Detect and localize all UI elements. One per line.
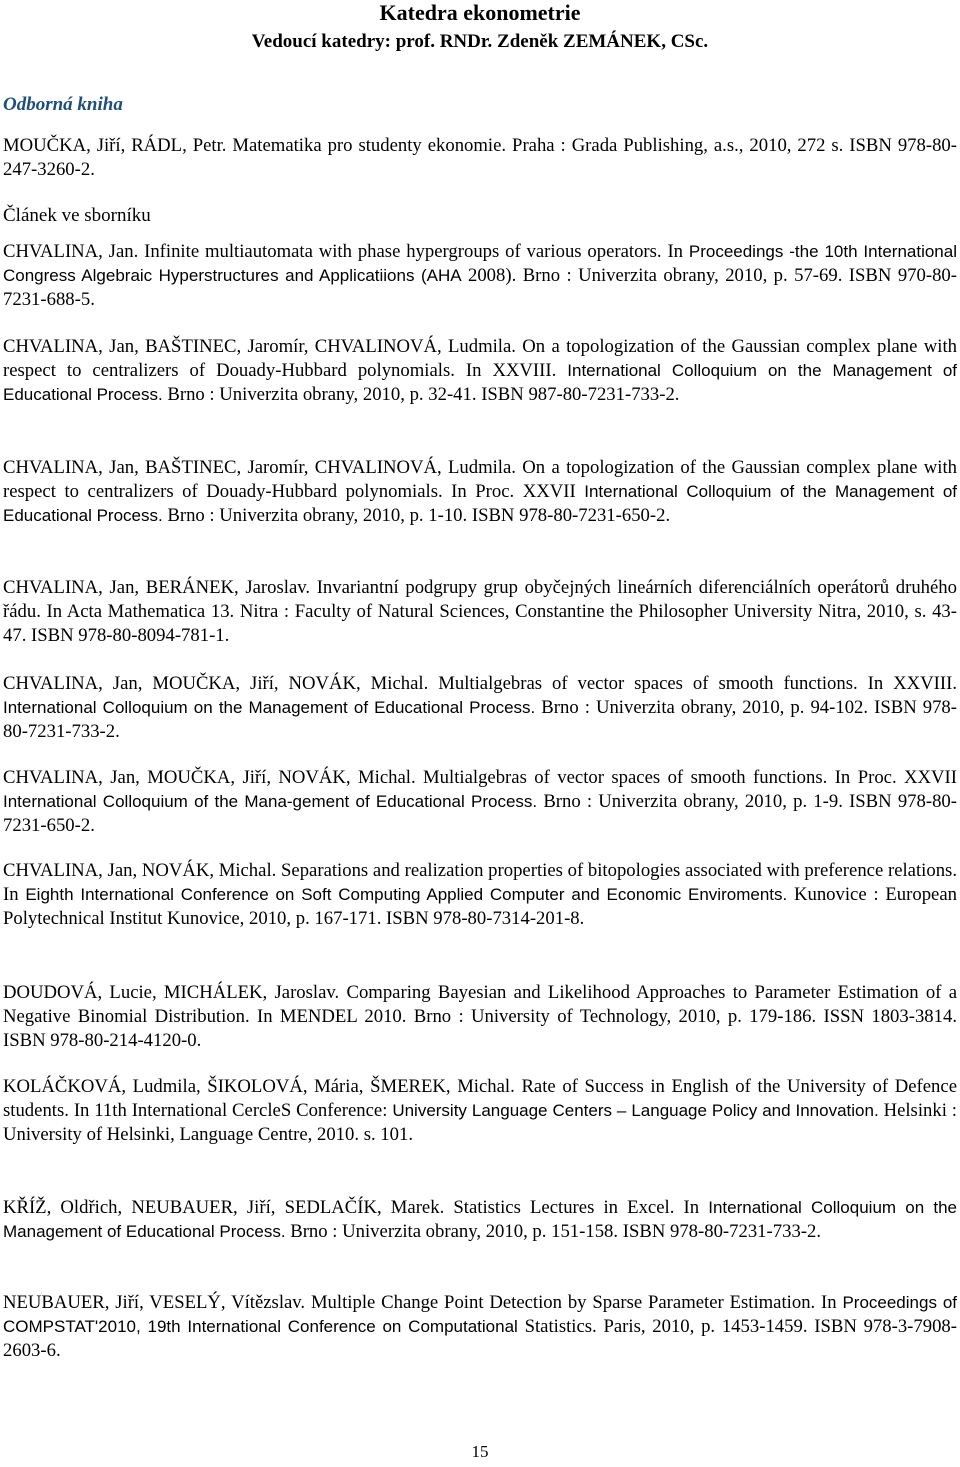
- citation-venue: Proceedings of COMPSTAT'2010, 19th International Conference on Computational: [3, 1293, 958, 1336]
- citation-venue: International Colloquium of the Management of Educational Process.: [3, 482, 957, 525]
- citation-text: KOLÁČKOVÁ, Ludmila, ŠIKOLOVÁ, Mária, ŠMEREK, Michal. Rate of Success in English of the University of Defence students. In 11th International CercleS Conference:: [3, 1076, 957, 1121]
- citation-text: KŘÍŽ, Oldřich, NEUBAUER, Jiří, SEDLAČÍK, Marek. Statistics Lectures in Excel. In: [3, 1197, 709, 1218]
- citation-text: DOUDOVÁ, Lucie, MICHÁLEK, Jaroslav. Comparing Bayesian and Likelihood Approaches to Parameter Estimation of a Negative Binomial Distribution. In MENDEL 2010. Brno : University of Technology, 2010, p. 179-186. ISSN 1803-3814. ISBN 978-80-214-4120-0.: [3, 982, 957, 1051]
- citation-text: CHVALINA, Jan, MOUČKA, Jiří, NOVÁK, Michal. Multialgebras of vector spaces of smooth functions. In Proc. XXVII: [3, 767, 957, 788]
- citation-entry: [3, 672, 957, 744]
- citation-venue: University Language Centers – Language Policy and Innovation.: [392, 1101, 879, 1120]
- citation-entry: [3, 576, 957, 648]
- page-number: 15: [471, 1442, 489, 1461]
- citation-entry: [3, 859, 957, 931]
- citation-details: Statistics. Paris, 2010, p. 1453-1459. ISBN 978-3-7908-2603-6.: [3, 1316, 957, 1361]
- citation-entry: [3, 766, 957, 838]
- book-entry: [3, 134, 957, 182]
- citation-venue: International Colloquium of the Mana-gement of Educational Process.: [3, 792, 538, 811]
- citation-text: CHVALINA, Jan, BAŠTINEC, Jaromír, CHVALINOVÁ, Ludmila. On a topologization of the Gaussian complex plane with respect to centralizers of Douady-Hubbard polynomials. In Proc. XXVII: [3, 457, 957, 502]
- citation-venue: International Colloquium on the Management of Educational Process.: [3, 1198, 957, 1241]
- citation-text: NEUBAUER, Jiří, VESELÝ, Vítězslav. Multiple Change Point Detection by Sparse Parameter Estimation. In: [3, 1292, 843, 1313]
- citation-details: Brno : Univerzita obrany, 2010, p. 94-102. ISBN 978-80-7231-733-2.: [3, 697, 957, 742]
- citation-venue: International Colloquium on the Management of Educational Process.: [3, 698, 536, 717]
- citation-details: Brno : Univerzita obrany, 2010, p. 151-158. ISBN 978-80-7231-733-2.: [285, 1221, 822, 1242]
- citation-entry: [3, 456, 957, 528]
- citation-entry: [3, 981, 957, 1053]
- citation-details: Brno : Univerzita obrany, 2010, p. 32-41. ISBN 987-80-7231-733-2.: [162, 384, 680, 405]
- subheading: Článek ve sborníku: [3, 205, 151, 226]
- citation-entry: [3, 1291, 957, 1363]
- citation-text: CHVALINA, Jan. Infinite multiautomata with phase hypergroups of various operators. In: [3, 241, 689, 262]
- book-entry-text: MOUČKA, Jiří, RÁDL, Petr. Matematika pro studenty ekonomie. Praha : Grada Publishing, a.s., 2010, 272 s. ISBN 978-80-247-3260-2.: [3, 135, 957, 180]
- citation-details: Brno : Univerzita obrany, 2010, p. 1-9. ISBN 978-80-7231-650-2.: [3, 791, 957, 836]
- citation-details: Helsinki : University of Helsinki, Language Centre, 2010. s. 101.: [3, 1100, 957, 1145]
- citation-venue: International Colloquium on the Management of Educational Process.: [3, 361, 958, 404]
- citation-entry: [3, 240, 957, 312]
- department-head: Vedoucí katedry: prof. RNDr. Zdeněk ZEMÁNEK, CSc.: [251, 31, 709, 52]
- citation-venue: Eighth International Conference on Soft Computing Applied Computer and Economic Enviroments.: [25, 885, 788, 904]
- citation-text: CHVALINA, Jan, MOUČKA, Jiří, NOVÁK, Michal. Multialgebras of vector spaces of smooth functions. In XXVIII.: [3, 673, 957, 694]
- citation-details: Kunovice : European Polytechnical Institut Kunovice, 2010, p. 167-171. ISBN 978-80-7314-201-8.: [3, 884, 957, 929]
- citation-venue: Proceedings -the 10th International Congress Algebraic Hyperstructures and Applicatiions (AHA: [3, 242, 957, 285]
- citation-details: 2008). Brno : Univerzita obrany, 2010, p. 57-69. ISBN 970-80-7231-688-5.: [3, 265, 957, 310]
- citation-details: Brno : Univerzita obrany, 2010, p. 1-10. ISBN 978-80-7231-650-2.: [162, 505, 671, 526]
- department-title: Katedra ekonometrie: [379, 0, 581, 25]
- citation-entry: [3, 1075, 957, 1147]
- citation-text: CHVALINA, Jan, BAŠTINEC, Jaromír, CHVALINOVÁ, Ludmila. On a topologization of the Gaussian complex plane with respect to centralizers of Douady-Hubbard polynomials. In XXVIII.: [3, 336, 957, 381]
- citation-text: CHVALINA, Jan, NOVÁK, Michal. Separations and realization properties of bitopologies associated with preference relations. In: [3, 860, 957, 905]
- citation-entry: [3, 1196, 957, 1244]
- citation-entry: [3, 335, 957, 407]
- citation-text: CHVALINA, Jan, BERÁNEK, Jaroslav. Invariantní podgrupy grup obyčejných lineárních diferenciálních operátorů druhého řádu. In Acta Mathematica 13. Nitra : Faculty of Natural Sciences, Constantine the Philosopher University Nitra, 2010, s. 43-47. ISBN 978-80-8094-781-1.: [3, 577, 957, 646]
- section-title: Odborná kniha: [3, 94, 123, 115]
